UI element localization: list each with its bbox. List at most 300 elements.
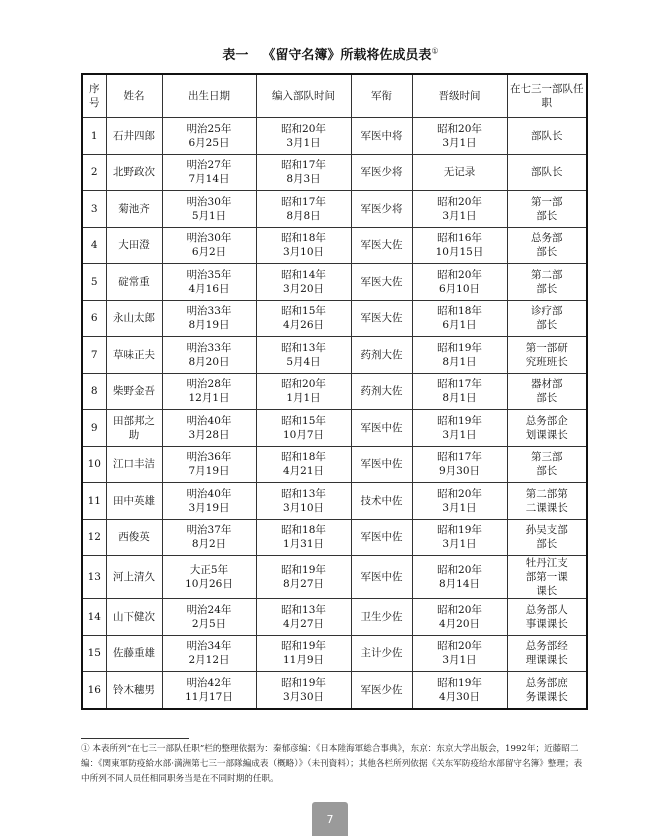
promotion-date-cell — [412, 519, 507, 556]
row-index-cell — [82, 373, 106, 410]
birth-date-line: 4月16日 — [188, 282, 230, 295]
row-index: 14 — [87, 610, 101, 623]
join-date-line: 昭和13年 — [281, 341, 326, 354]
row-index-cell — [82, 599, 106, 636]
row-index-cell — [82, 446, 106, 483]
birth-date-line: 明治35年 — [186, 268, 232, 281]
birth-date-line: 7月14日 — [188, 173, 230, 186]
person-name-cell — [106, 337, 162, 374]
promotion-date-line: 8月1日 — [442, 392, 477, 405]
row-index-cell — [82, 410, 106, 447]
header-rank: 军衔 — [351, 74, 412, 118]
table-row — [82, 300, 587, 337]
promotion-date-cell — [412, 227, 507, 264]
birth-date-line: 6月25日 — [188, 136, 230, 149]
unit-post-line: 总务部经 — [525, 640, 568, 653]
join-date-line: 昭和15年 — [281, 414, 326, 427]
birth-date-line: 明治36年 — [186, 451, 232, 464]
promotion-date-line: 昭和19年 — [437, 524, 482, 537]
promotion-date-line: 3月1日 — [442, 136, 477, 149]
join-date-line: 8月27日 — [282, 578, 325, 590]
birth-date-line: 8月20日 — [188, 355, 230, 368]
table-row — [82, 672, 587, 709]
row-index: 2 — [90, 166, 98, 179]
rank-cell — [351, 337, 412, 374]
join-date-cell — [256, 635, 351, 672]
join-date-line: 昭和19年 — [281, 640, 326, 653]
join-date-cell — [256, 264, 351, 301]
rank: 军医少将 — [360, 202, 403, 215]
promotion-date-line: 昭和20年 — [437, 195, 482, 208]
row-index-cell — [82, 300, 106, 337]
unit-post-cell — [507, 519, 587, 556]
join-date-line: 昭和20年 — [281, 378, 326, 391]
join-date-line: 3月20日 — [282, 282, 325, 295]
table-title-text: 《留守名簿》所载将佐成员表 — [262, 48, 432, 63]
promotion-date-cell — [412, 635, 507, 672]
birth-date-line: 大正5年 — [189, 564, 229, 576]
birth-date-line: 2月12日 — [188, 654, 230, 667]
person-name: 菊池齐 — [118, 202, 150, 215]
join-date-line: 昭和13年 — [281, 603, 326, 616]
table-row — [82, 264, 587, 301]
join-date-cell — [256, 373, 351, 410]
person-name: 草味正夫 — [113, 348, 155, 361]
join-date-cell — [256, 154, 351, 191]
birth-date-line: 明治37年 — [186, 524, 232, 537]
unit-post-cell — [507, 264, 587, 301]
birth-date-cell — [162, 672, 256, 709]
rank: 军医中佐 — [360, 571, 403, 583]
person-name: 大田澄 — [118, 239, 150, 252]
person-name: 田中英雄 — [113, 494, 155, 507]
rank-cell — [351, 264, 412, 301]
rank-cell — [351, 373, 412, 410]
rank: 军医少将 — [360, 166, 403, 179]
unit-post-line: 牡丹江支 — [525, 557, 568, 569]
rank: 军医中将 — [360, 129, 403, 142]
join-date-line: 3月30日 — [282, 690, 325, 703]
row-index: 13 — [87, 571, 101, 583]
unit-post-cell — [507, 154, 587, 191]
row-index: 16 — [87, 683, 101, 696]
promotion-date-line: 8月1日 — [442, 355, 477, 368]
birth-date-cell — [162, 264, 256, 301]
promotion-date-line: 10月15日 — [435, 246, 484, 259]
table-row — [82, 635, 587, 672]
birth-date-cell — [162, 154, 256, 191]
join-date-cell — [256, 118, 351, 155]
promotion-date-line: 4月30日 — [438, 690, 481, 703]
person-name-cell — [106, 556, 162, 599]
join-date-line: 8月8日 — [286, 209, 321, 222]
person-name-cell — [106, 635, 162, 672]
row-index: 8 — [90, 385, 98, 398]
table-row — [82, 118, 587, 155]
rank-cell — [351, 483, 412, 520]
promotion-date-line: 昭和20年 — [437, 564, 482, 576]
unit-post-cell — [507, 373, 587, 410]
unit-post-line: 部长 — [536, 319, 558, 332]
promotion-date-line: 昭和19年 — [437, 414, 482, 427]
join-date-line: 3月10日 — [282, 501, 325, 514]
promotion-date-line: 昭和20年 — [437, 603, 482, 616]
promotion-date-line: 昭和20年 — [437, 122, 482, 135]
rank-cell — [351, 519, 412, 556]
unit-post-cell — [507, 599, 587, 636]
birth-date-cell — [162, 118, 256, 155]
join-date-line: 4月27日 — [282, 617, 325, 630]
rank-cell — [351, 410, 412, 447]
rank-cell — [351, 672, 412, 709]
join-date-cell — [256, 191, 351, 228]
promotion-date-cell — [412, 410, 507, 447]
promotion-date-line: 昭和20年 — [437, 640, 482, 653]
unit-post-line: 总务部企 — [525, 414, 568, 427]
unit-post-line: 部长 — [536, 538, 558, 551]
join-date-cell — [256, 446, 351, 483]
birth-date-line: 明治28年 — [186, 378, 232, 391]
rank: 技术中佐 — [360, 494, 403, 507]
unit-post-line: 总务部 — [531, 232, 563, 245]
unit-post-cell — [507, 227, 587, 264]
person-name-cell — [106, 483, 162, 520]
rank: 军医少佐 — [360, 683, 403, 696]
rank-cell — [351, 118, 412, 155]
promotion-date-line: 无记录 — [443, 166, 476, 179]
person-name: 北野政次 — [113, 166, 155, 179]
row-index-cell — [82, 227, 106, 264]
birth-date-cell — [162, 519, 256, 556]
promotion-date-line: 3月1日 — [442, 428, 477, 441]
birth-date-line: 明治24年 — [186, 603, 232, 616]
unit-post-line: 部队长 — [531, 129, 563, 142]
unit-post-line: 诊疗部 — [531, 305, 563, 318]
row-index: 10 — [87, 458, 101, 471]
footnote-marker: ① — [431, 46, 439, 56]
join-date-cell — [256, 672, 351, 709]
unit-post-line: 二课课长 — [525, 501, 568, 514]
unit-post-cell — [507, 635, 587, 672]
promotion-date-line: 3月1日 — [442, 654, 477, 667]
unit-post-cell — [507, 191, 587, 228]
header-index: 序号 — [82, 74, 106, 118]
join-date-line: 5月4日 — [286, 355, 321, 368]
join-date-line: 昭和14年 — [281, 268, 326, 281]
row-index-cell — [82, 519, 106, 556]
unit-post-line: 第一部 — [531, 195, 563, 208]
row-index-cell — [82, 118, 106, 155]
birth-date-cell — [162, 227, 256, 264]
birth-date-line: 3月19日 — [188, 501, 230, 514]
promotion-date-cell — [412, 599, 507, 636]
join-date-cell — [256, 599, 351, 636]
promotion-date-line: 昭和19年 — [437, 341, 482, 354]
birth-date-cell — [162, 337, 256, 374]
rank-cell — [351, 556, 412, 599]
rank-cell — [351, 227, 412, 264]
person-name-cell — [106, 373, 162, 410]
row-index-cell — [82, 483, 106, 520]
birth-date-line: 明治27年 — [186, 159, 232, 172]
join-date-line: 1月31日 — [282, 538, 325, 551]
rank: 军医中佐 — [360, 458, 403, 471]
join-date-line: 10月7日 — [282, 428, 325, 441]
row-index: 11 — [87, 494, 101, 507]
birth-date-cell — [162, 373, 256, 410]
table-row — [82, 154, 587, 191]
promotion-date-line: 3月1日 — [442, 501, 477, 514]
unit-post-line: 部队长 — [531, 166, 563, 179]
header-birth-date: 出生日期 — [162, 74, 256, 118]
person-name: 田部邦之助 — [113, 414, 155, 441]
table-row — [82, 483, 587, 520]
row-index-cell — [82, 264, 106, 301]
rank: 主计少佐 — [360, 647, 403, 660]
table-row — [82, 519, 587, 556]
rank: 军医中佐 — [360, 421, 403, 434]
unit-post-cell — [507, 300, 587, 337]
person-name: 石井四郎 — [113, 129, 155, 142]
join-date-cell — [256, 483, 351, 520]
unit-post-line: 部长 — [536, 465, 558, 478]
promotion-date-cell — [412, 118, 507, 155]
promotion-date-line: 8月14日 — [438, 578, 481, 590]
person-name-cell — [106, 599, 162, 636]
person-name-cell — [106, 410, 162, 447]
birth-date-line: 5月1日 — [191, 209, 227, 222]
promotion-date-cell — [412, 337, 507, 374]
unit-post-line: 事课课长 — [525, 617, 568, 630]
join-date-line: 11月9日 — [282, 654, 325, 667]
birth-date-cell — [162, 191, 256, 228]
birth-date-line: 明治40年 — [186, 487, 232, 500]
person-name: 永山太郎 — [113, 312, 155, 325]
promotion-date-line: 6月1日 — [442, 319, 477, 332]
unit-post-cell — [507, 118, 587, 155]
unit-post-line: 务课课长 — [525, 690, 568, 703]
person-name: 柴野金吾 — [113, 385, 155, 398]
table-title-label: 表一 — [222, 48, 249, 63]
rank: 药剂大佐 — [360, 385, 403, 398]
join-date-line: 昭和19年 — [281, 564, 326, 576]
unit-post-line: 部长 — [536, 209, 558, 222]
join-date-line: 3月1日 — [286, 136, 321, 149]
header-unit-post: 在七三一部队任职 — [507, 74, 587, 118]
unit-post-line: 器材部 — [531, 378, 563, 391]
join-date-cell — [256, 300, 351, 337]
person-name: 河上清久 — [113, 571, 155, 583]
row-index: 15 — [87, 647, 101, 660]
join-date-line: 昭和20年 — [281, 122, 326, 135]
footnote-divider — [81, 738, 189, 739]
table-row — [82, 446, 587, 483]
person-name-cell — [106, 446, 162, 483]
promotion-date-line: 9月30日 — [438, 465, 481, 478]
promotion-date-cell — [412, 446, 507, 483]
person-name-cell — [106, 154, 162, 191]
birth-date-line: 明治30年 — [186, 232, 232, 245]
birth-date-line: 2月5日 — [191, 617, 227, 630]
person-name: 西俊英 — [118, 531, 150, 544]
table-header-row — [82, 74, 587, 118]
join-date-line: 4月26日 — [282, 319, 325, 332]
row-index: 6 — [90, 312, 98, 325]
birth-date-line: 明治30年 — [186, 195, 232, 208]
promotion-date-cell — [412, 672, 507, 709]
table-title — [0, 44, 661, 63]
join-date-line: 昭和17年 — [281, 159, 326, 172]
table-row — [82, 191, 587, 228]
join-date-line: 昭和18年 — [281, 451, 326, 464]
promotion-date-line: 3月1日 — [442, 538, 477, 551]
birth-date-line: 明治42年 — [186, 676, 232, 689]
promotion-date-cell — [412, 300, 507, 337]
row-index: 7 — [90, 348, 98, 361]
birth-date-line: 明治25年 — [186, 122, 232, 135]
promotion-date-line: 昭和17年 — [437, 378, 482, 391]
join-date-line: 昭和18年 — [281, 232, 326, 245]
unit-post-cell — [507, 483, 587, 520]
row-index-cell — [82, 337, 106, 374]
promotion-date-line: 3月1日 — [442, 209, 477, 222]
birth-date-line: 3月28日 — [188, 428, 230, 441]
birth-date-line: 8月2日 — [191, 538, 227, 551]
join-date-cell — [256, 556, 351, 599]
unit-post-line: 总务部庶 — [525, 676, 568, 689]
page-number: 7 — [312, 802, 348, 836]
person-name: 江口丰洁 — [113, 458, 155, 471]
join-date-line: 4月21日 — [282, 465, 325, 478]
unit-post-line: 第一部研 — [525, 341, 568, 354]
rank-cell — [351, 191, 412, 228]
promotion-date-cell — [412, 483, 507, 520]
rank-cell — [351, 300, 412, 337]
join-date-line: 昭和15年 — [281, 305, 326, 318]
unit-post-line: 划课课长 — [525, 428, 568, 441]
person-name: 铃木穗男 — [113, 683, 155, 696]
person-name: 碇常重 — [118, 275, 150, 288]
promotion-date-cell — [412, 373, 507, 410]
birth-date-line: 11月17日 — [185, 690, 233, 703]
table-row — [82, 227, 587, 264]
unit-post-line: 部第一课 — [525, 571, 568, 583]
unit-post-line: 究班班长 — [525, 355, 568, 368]
join-date-line: 昭和18年 — [281, 524, 326, 537]
rank: 军医大佐 — [360, 312, 403, 325]
birth-date-line: 10月26日 — [185, 578, 233, 590]
row-index-cell — [82, 556, 106, 599]
table-row — [82, 373, 587, 410]
join-date-line: 昭和17年 — [281, 195, 326, 208]
rank: 军医中佐 — [360, 531, 403, 544]
rank: 军医大佐 — [360, 275, 403, 288]
birth-date-line: 12月1日 — [188, 392, 230, 405]
join-date-line: 3月10日 — [282, 246, 325, 259]
person-name-cell — [106, 191, 162, 228]
unit-post-line: 部长 — [536, 246, 558, 259]
unit-post-line: 总务部人 — [525, 603, 568, 616]
unit-post-cell — [507, 337, 587, 374]
birth-date-cell — [162, 446, 256, 483]
unit-post-cell — [507, 672, 587, 709]
row-index: 4 — [90, 239, 98, 252]
row-index: 3 — [90, 202, 98, 215]
table-row — [82, 337, 587, 374]
rank: 军医大佐 — [360, 239, 403, 252]
birth-date-cell — [162, 410, 256, 447]
table-row — [82, 599, 587, 636]
person-name-cell — [106, 264, 162, 301]
rank-cell — [351, 154, 412, 191]
join-date-line: 8月3日 — [286, 173, 321, 186]
join-date-line: 昭和13年 — [281, 487, 326, 500]
table-row — [82, 410, 587, 447]
birth-date-cell — [162, 300, 256, 337]
row-index-cell — [82, 635, 106, 672]
row-index-cell — [82, 154, 106, 191]
unit-post-cell — [507, 446, 587, 483]
person-name-cell — [106, 672, 162, 709]
rank: 卫生少佐 — [360, 610, 403, 623]
person-name-cell — [106, 118, 162, 155]
birth-date-line: 明治40年 — [186, 414, 232, 427]
person-name: 山下健次 — [113, 610, 155, 623]
promotion-date-cell — [412, 556, 507, 599]
promotion-date-cell — [412, 191, 507, 228]
promotion-date-cell — [412, 154, 507, 191]
birth-date-cell — [162, 599, 256, 636]
promotion-date-cell — [412, 264, 507, 301]
promotion-date-line: 昭和18年 — [437, 305, 482, 318]
rank-cell — [351, 446, 412, 483]
join-date-cell — [256, 227, 351, 264]
join-date-cell — [256, 519, 351, 556]
unit-post-line: 部长 — [536, 392, 558, 405]
row-index: 9 — [90, 421, 98, 434]
join-date-line: 1月1日 — [286, 392, 321, 405]
person-name: 佐藤重雄 — [113, 647, 155, 660]
unit-post-line: 理课课长 — [525, 654, 568, 667]
birth-date-cell — [162, 483, 256, 520]
promotion-date-line: 昭和19年 — [437, 676, 482, 689]
promotion-date-line: 6月10日 — [438, 282, 481, 295]
unit-post-cell — [507, 556, 587, 599]
roster-table — [81, 73, 588, 710]
join-date-cell — [256, 337, 351, 374]
birth-date-line: 6月2日 — [191, 246, 227, 259]
row-index: 12 — [87, 531, 101, 544]
promotion-date-line: 昭和17年 — [437, 451, 482, 464]
birth-date-line: 明治33年 — [186, 341, 232, 354]
unit-post-line: 课长 — [536, 585, 558, 597]
unit-post-cell — [507, 410, 587, 447]
birth-date-cell — [162, 635, 256, 672]
promotion-date-line: 昭和20年 — [437, 487, 482, 500]
row-index: 5 — [90, 275, 98, 288]
row-index: 1 — [90, 129, 98, 142]
birth-date-cell — [162, 556, 256, 599]
unit-post-line: 第三部 — [531, 451, 563, 464]
unit-post-line: 孙吴支部 — [525, 524, 568, 537]
unit-post-line: 第二部第 — [525, 487, 568, 500]
promotion-date-line: 4月20日 — [438, 617, 481, 630]
join-date-line: 昭和19年 — [281, 676, 326, 689]
header-promotion-date: 晋级时间 — [412, 74, 507, 118]
unit-post-line: 第二部 — [531, 268, 563, 281]
header-name: 姓名 — [106, 74, 162, 118]
birth-date-line: 明治34年 — [186, 640, 232, 653]
